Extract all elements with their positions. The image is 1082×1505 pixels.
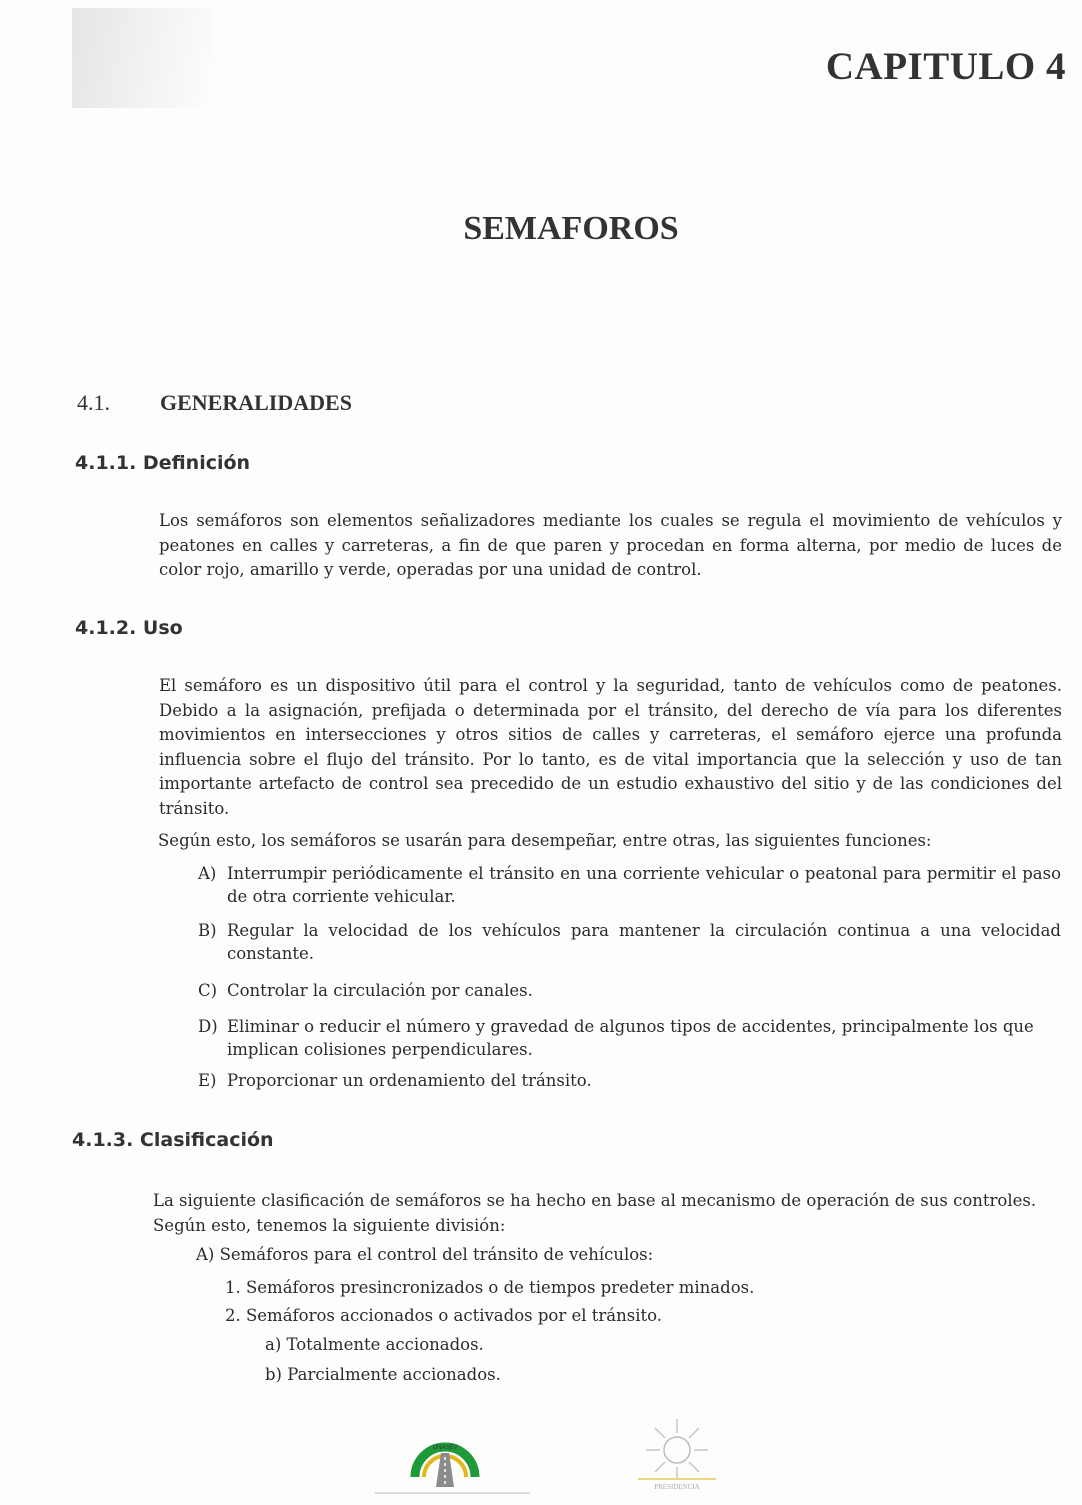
definicion-paragraph: Los semáforos son elementos señalizadores mediante los cuales se regula el movimiento de vehículos y peatones en calles y carreteras, a fin de que paren y procedan en forma alterna, por medio de luces de color rojo, amarillo y verde, operadas por una unidad de control.	[159, 511, 1062, 579]
clasificacion-subitem-a: a) Totalmente accionados.	[265, 1335, 484, 1354]
list-item-label: B)	[198, 921, 217, 940]
section-number: 4.1.	[77, 390, 110, 415]
clasificacion-item-1: 1. Semáforos presincronizados o de tiempos predeter minados.	[225, 1278, 755, 1297]
section-heading	[77, 390, 352, 416]
clasificacion-item-2: 2. Semáforos accionados o activados por el tránsito.	[225, 1306, 663, 1325]
scan-shadow	[72, 8, 212, 108]
unasev-logo-text: UNASEV	[432, 1445, 458, 1451]
subsection-heading-uso: 4.1.2. Uso	[75, 617, 183, 639]
list-item-label: E)	[198, 1071, 217, 1090]
chapter-heading: CAPITULO 4	[825, 45, 1066, 88]
list-item	[198, 862, 1061, 908]
clasificacion-item-a: A) Semáforos para el control del tránsito de vehículos:	[196, 1245, 654, 1264]
list-item	[198, 979, 1061, 1002]
presidencia-logo-text: PRESIDENCIA	[654, 1483, 700, 1491]
footer-logos	[370, 1405, 770, 1500]
list-item-text: Eliminar o reducir el número y gravedad de algunos tipos de accidentes, principalmente los que implican colisiones perpendiculares.	[227, 1017, 1034, 1059]
uso-intro: Según esto, los semáforos se usarán para desempeñar, entre otras, las siguientes funciones:	[158, 831, 932, 850]
clasificacion-subitem-b: b) Parcialmente accionados.	[265, 1365, 501, 1384]
list-item	[198, 1015, 1067, 1061]
subsection-heading-definicion: 4.1.1. Definición	[75, 452, 251, 474]
list-item-text: Proporcionar un ordenamiento del tránsito.	[227, 1071, 592, 1090]
list-item-text: Interrumpir periódicamente el tránsito en una corriente vehicular o peatonal para permitir el paso de otra corriente vehicular.	[227, 864, 1061, 906]
list-item-text: Regular la velocidad de los vehículos para mantener la circulación continua a una velocidad constante.	[227, 921, 1061, 963]
unasev-logo	[375, 1445, 530, 1493]
subsection-heading-clasificacion: 4.1.3. Clasificación	[72, 1129, 274, 1151]
section-title: GENERALIDADES	[160, 390, 352, 415]
uso-paragraph: El semáforo es un dispositivo útil para el control y la seguridad, tanto de vehículos como de peatones. Debido a la asignación, prefijada o determinada por el tránsito, del derecho de vía para los diferentes movimientos en intersecciones y otros sitios de calles y carreteras, el semáforo ejerce una profunda influencia sobre el flujo del tránsito. Por lo tanto, es de vital importancia que la selección y uso de tan importante artefacto de control sea precedido de un estudio exhaustivo del sitio y de las condiciones del tránsito.	[159, 676, 1062, 818]
list-item	[198, 1069, 1061, 1092]
list-item	[198, 919, 1061, 965]
clasificacion-paragraph: La siguiente clasificación de semáforos se ha hecho en base al mecanismo de operación de sus controles. Según esto, tenemos la siguiente división:	[153, 1191, 1037, 1235]
list-item-label: D)	[198, 1017, 218, 1036]
page-title: SEMAFOROS	[463, 210, 679, 247]
list-item-label: C)	[198, 981, 218, 1000]
list-item-label: A)	[198, 864, 217, 883]
list-item-text: Controlar la circulación por canales.	[227, 981, 533, 1000]
presidencia-logo	[638, 1419, 716, 1491]
